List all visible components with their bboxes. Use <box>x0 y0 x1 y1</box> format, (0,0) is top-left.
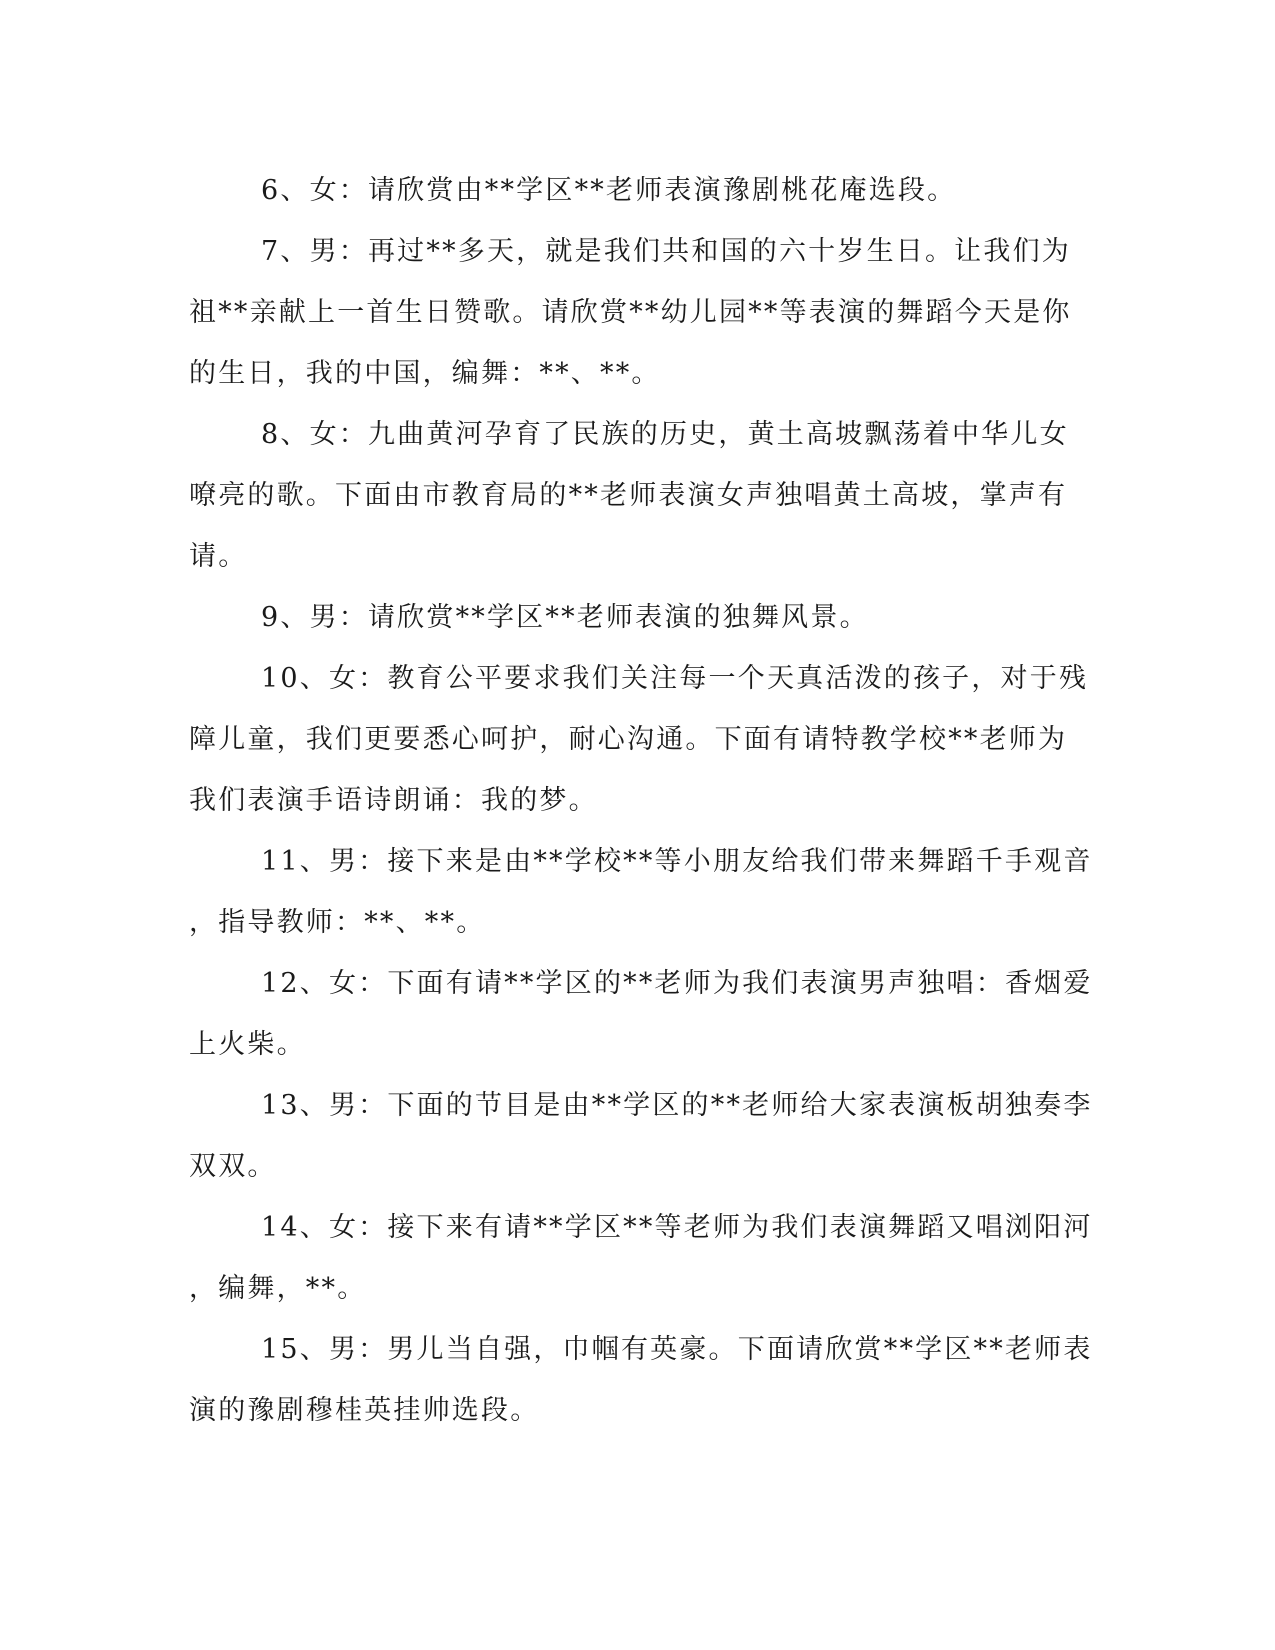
paragraph-7 <box>189 221 1074 404</box>
paragraph-line: 10、女：教育公平要求我们关注每一个天真活泼的孩子，对于残 <box>261 663 1089 694</box>
paragraph-line: 14、女：接下来有请**学区**等老师为我们表演舞蹈又唱浏阳河 <box>261 1212 1093 1243</box>
paragraph-line: 7、男：再过**多天，就是我们共和国的六十岁生日。让我们为 <box>261 236 1071 267</box>
paragraph-line: ，指导教师：**、**。 <box>189 907 486 938</box>
paragraph-9 <box>189 587 1074 648</box>
paragraph-line: ，编舞，**。 <box>189 1273 367 1304</box>
paragraph-12 <box>189 953 1093 1075</box>
paragraph-line: 嘹亮的歌。下面由市教育局的**老师表演女声独唱黄土高坡，掌声有 <box>189 480 1068 511</box>
document-body <box>189 160 1093 1441</box>
paragraph-11 <box>189 831 1093 953</box>
paragraph-line: 演的豫剧穆桂英挂帅选段。 <box>189 1395 540 1426</box>
paragraph-line: 我们表演手语诗朗诵：我的梦。 <box>189 785 598 816</box>
paragraph-line: 双双。 <box>189 1151 277 1182</box>
paragraph-line: 11、男：接下来是由**学校**等小朋友给我们带来舞蹈千手观音 <box>261 846 1093 877</box>
paragraph-line: 请。 <box>189 541 248 572</box>
paragraph-14 <box>189 1197 1093 1319</box>
paragraph-line: 13、男：下面的节目是由**学区的**老师给大家表演板胡独奏李 <box>261 1090 1093 1121</box>
paragraph-line: 障儿童，我们更要悉心呵护，耐心沟通。下面有请特教学校**老师为 <box>189 724 1068 755</box>
paragraph-13 <box>189 1075 1093 1197</box>
paragraph-8 <box>189 404 1074 587</box>
paragraph-line: 8、女：九曲黄河孕育了民族的历史，黄土高坡飘荡着中华儿女 <box>261 419 1069 450</box>
paragraph-10 <box>189 648 1089 831</box>
paragraph-line: 上火柴。 <box>189 1029 306 1060</box>
paragraph-line: 15、男：男儿当自强，巾帼有英豪。下面请欣赏**学区**老师表 <box>261 1334 1093 1365</box>
paragraph-line: 9、男：请欣赏**学区**老师表演的独舞风景。 <box>261 602 869 633</box>
paragraph-6 <box>189 160 1074 221</box>
paragraph-line: 6、女：请欣赏由**学区**老师表演豫剧桃花庵选段。 <box>261 175 957 206</box>
paragraph-line: 祖**亲献上一首生日赞歌。请欣赏**幼儿园**等表演的舞蹈今天是你 <box>189 297 1072 328</box>
paragraph-line: 的生日，我的中国，编舞：**、**。 <box>189 358 661 389</box>
paragraph-15 <box>189 1319 1093 1441</box>
paragraph-line: 12、女：下面有请**学区的**老师为我们表演男声独唱：香烟爱 <box>261 968 1093 999</box>
